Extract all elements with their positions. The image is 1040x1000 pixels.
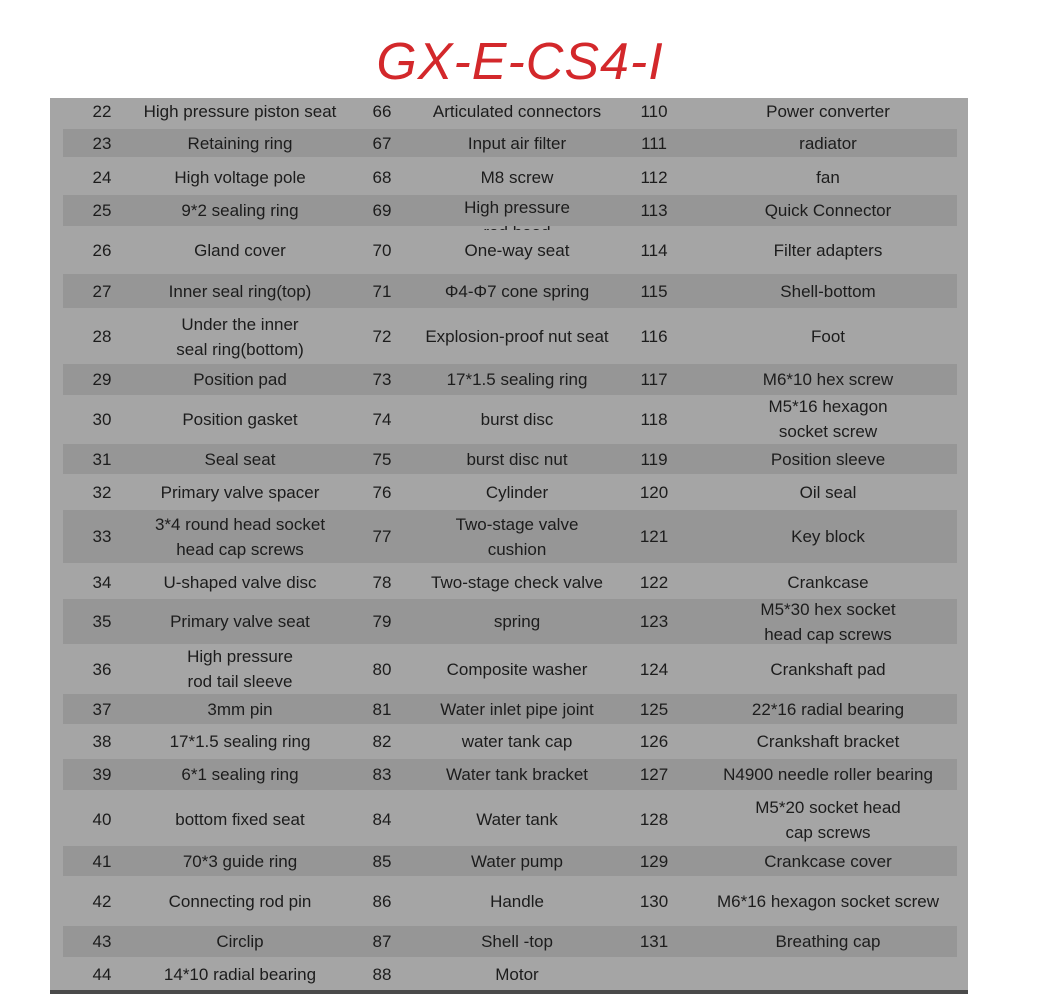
part-number-cell: 115 xyxy=(640,281,668,301)
part-name-cell: Cylinder xyxy=(485,483,549,502)
part-name-cell: M6*10 hex screw xyxy=(762,370,894,389)
table-row xyxy=(63,98,957,124)
part-number-cell: 23 xyxy=(92,133,112,153)
part-number-cell: 131 xyxy=(639,932,669,951)
part-number-cell: 113 xyxy=(640,201,668,220)
part-number-cell: 119 xyxy=(640,449,668,469)
part-name-cell: Foot xyxy=(810,327,846,346)
part-number-cell: 80 xyxy=(372,659,392,679)
part-name-cell: U-shaped valve disc xyxy=(163,573,317,592)
part-name-cell: 22*16 radial bearing xyxy=(751,699,905,719)
table-row xyxy=(63,129,957,157)
part-number-cell: 79 xyxy=(372,612,392,631)
part-number-cell: 82 xyxy=(372,731,392,751)
part-number-cell: 41 xyxy=(92,851,112,871)
part-number-cell: 72 xyxy=(372,327,392,346)
part-name-cell: N4900 needle roller bearing xyxy=(723,765,933,784)
part-number-cell: 86 xyxy=(372,892,392,911)
part-number-cell: 74 xyxy=(372,409,392,429)
part-number-cell: 111 xyxy=(641,133,667,153)
table-row xyxy=(63,310,957,363)
part-number-cell: 124 xyxy=(639,659,669,679)
part-name-cell: Shell -top xyxy=(481,932,553,951)
part-number-cell: 122 xyxy=(639,573,669,592)
part-name-cell: Position pad xyxy=(193,370,287,389)
part-name-cell: Shell-bottom xyxy=(780,281,876,301)
part-number-cell: 44 xyxy=(92,964,112,984)
part-name-cell: Oil seal xyxy=(799,483,857,502)
part-name-cell: M5*30 hex socket head cap screws xyxy=(760,599,896,644)
part-number-cell: 36 xyxy=(92,659,112,679)
part-number-cell: 39 xyxy=(92,765,112,784)
part-number-cell: 84 xyxy=(372,810,392,829)
parts-table xyxy=(50,98,968,994)
part-name-cell: Handle xyxy=(490,892,544,911)
part-number-cell: 126 xyxy=(639,731,669,751)
part-name-cell: One-way seat xyxy=(464,241,570,260)
part-number-cell: 22 xyxy=(92,101,112,121)
part-number-cell: 116 xyxy=(640,327,668,346)
part-name-cell: Inner seal ring(top) xyxy=(168,281,312,301)
table-row xyxy=(63,926,957,957)
part-name-cell xyxy=(699,960,957,988)
part-number-cell: 83 xyxy=(372,765,392,784)
part-number-cell: 71 xyxy=(372,281,392,301)
table-row xyxy=(63,727,957,755)
table-row xyxy=(63,274,957,308)
part-number-cell xyxy=(609,960,699,988)
part-name-cell: Crankcase cover xyxy=(764,851,892,871)
part-name-cell: Primary valve spacer xyxy=(160,483,320,502)
part-name-cell: M5*20 socket head cap screws xyxy=(755,797,901,842)
part-name-cell: Crankcase xyxy=(787,573,869,592)
part-number-cell: 88 xyxy=(372,964,392,984)
part-name-cell: Retaining ring xyxy=(187,133,293,153)
part-name-cell: Two-stage check valve xyxy=(431,573,603,592)
table-row xyxy=(63,880,957,923)
part-name-cell: Gland cover xyxy=(194,241,286,260)
part-name-cell: Crankshaft pad xyxy=(770,659,886,679)
part-number-cell: 78 xyxy=(372,573,392,592)
table-row xyxy=(63,793,957,846)
part-name-cell: Under the inner seal ring(bottom) xyxy=(176,314,304,359)
part-number-cell: 110 xyxy=(640,101,668,121)
part-number-cell: 35 xyxy=(92,612,112,631)
part-number-cell: 37 xyxy=(92,699,112,719)
part-number-cell: 26 xyxy=(92,241,112,260)
part-name-cell: Breathing cap xyxy=(775,932,881,951)
part-name-cell: 17*1.5 sealing ring xyxy=(169,731,311,751)
part-name-cell: High voltage pole xyxy=(174,167,306,187)
part-name-cell: spring xyxy=(493,612,541,631)
part-number-cell: 85 xyxy=(372,851,392,871)
part-name-cell: Composite washer xyxy=(446,659,588,679)
part-number-cell: 31 xyxy=(92,449,112,469)
part-name-cell: burst disc xyxy=(480,409,554,429)
part-name-cell: Water tank xyxy=(476,810,558,829)
part-number-cell: 114 xyxy=(640,241,668,260)
part-number-cell: 25 xyxy=(92,201,112,220)
part-name-cell: M6*16 hexagon socket screw xyxy=(716,892,940,911)
page-title: GX-E-CS4-I xyxy=(376,33,664,91)
part-number-cell: 121 xyxy=(639,527,669,546)
table-bottom-border xyxy=(50,990,968,994)
part-name-cell: 9*2 sealing ring xyxy=(181,201,299,220)
part-name-cell: radiator xyxy=(799,133,857,153)
part-number-cell: 68 xyxy=(372,167,392,187)
part-name-cell: Articulated connectors xyxy=(432,101,602,121)
part-name-cell: burst disc nut xyxy=(466,449,568,469)
part-number-cell: 24 xyxy=(92,167,112,187)
part-name-cell: Quick Connector xyxy=(764,201,892,220)
part-name-cell: High pressure xyxy=(464,198,570,217)
part-name-cell: Key block xyxy=(791,527,865,546)
part-name-cell: M5*16 hexagon socket screw xyxy=(768,397,888,441)
table-row xyxy=(63,846,957,876)
part-number-cell: 67 xyxy=(372,133,392,153)
part-number-cell: 40 xyxy=(92,810,112,829)
part-name-cell: Position gasket xyxy=(182,409,298,429)
part-number-cell: 112 xyxy=(640,167,668,187)
part-number-cell: 33 xyxy=(92,527,112,546)
part-name-cell: Explosion-proof nut seat xyxy=(425,327,609,346)
part-name-cell: Crankshaft bracket xyxy=(756,731,900,751)
table-row xyxy=(63,477,957,508)
part-name-cell: High pressure rod tail sleeve xyxy=(187,647,293,691)
part-number-cell: 120 xyxy=(639,483,669,502)
part-number-cell: 130 xyxy=(639,892,669,911)
table-row xyxy=(63,510,957,563)
part-name-cell: Input air filter xyxy=(467,133,567,153)
table-row xyxy=(63,444,957,474)
table-row xyxy=(63,364,957,395)
part-number-cell: 66 xyxy=(372,101,392,121)
part-name-cell: 14*10 radial bearing xyxy=(163,964,317,984)
part-number-cell: 128 xyxy=(639,810,669,829)
part-number-cell: 127 xyxy=(639,765,669,784)
part-name-cell: Water tank bracket xyxy=(445,765,589,784)
part-number-cell: 29 xyxy=(92,370,112,389)
part-name-cell: Power converter xyxy=(766,101,890,121)
part-number-cell: 118 xyxy=(640,409,668,429)
table-row xyxy=(63,398,957,440)
part-name-cell: Circlip xyxy=(216,932,264,951)
part-name-cell: Seal seat xyxy=(204,449,276,469)
part-number-cell: 43 xyxy=(92,932,112,951)
part-name-cell: 3*4 round head socket head cap screws xyxy=(154,514,326,559)
table-row xyxy=(63,960,957,988)
part-name-cell: M8 screw xyxy=(480,167,554,187)
part-number-cell: 81 xyxy=(372,699,392,719)
part-number-cell: 34 xyxy=(92,573,112,592)
part-name-cell: High pressure piston seat xyxy=(143,101,337,121)
part-name-cell: Position sleeve xyxy=(770,449,886,469)
part-number-cell: 27 xyxy=(92,281,112,301)
part-name-cell: Φ4-Φ7 cone spring xyxy=(444,281,590,301)
part-number-cell: 125 xyxy=(639,699,669,719)
part-name-cell: bottom fixed seat xyxy=(175,810,305,829)
part-number-cell: 77 xyxy=(372,527,392,546)
table-row xyxy=(63,694,957,724)
part-name-cell: Motor xyxy=(495,964,539,984)
part-number-cell: 117 xyxy=(640,370,668,389)
table-row xyxy=(63,230,957,271)
part-number-cell: 42 xyxy=(92,892,112,911)
part-number-cell: 70 xyxy=(372,241,392,260)
part-number-cell: 28 xyxy=(92,327,112,346)
part-number-cell: 87 xyxy=(372,932,392,951)
part-number-cell: 32 xyxy=(92,483,112,502)
part-number-cell: 129 xyxy=(639,851,669,871)
part-name-cell: 6*1 sealing ring xyxy=(181,765,299,784)
part-name-cell: Two-stage valve cushion xyxy=(455,514,579,559)
part-number-cell: 30 xyxy=(92,409,112,429)
part-name-cell: water tank cap xyxy=(461,731,573,751)
table-row xyxy=(63,599,957,644)
part-name-cell: 70*3 guide ring xyxy=(182,851,298,871)
part-name-cell: Filter adapters xyxy=(773,241,883,260)
part-number-cell: 73 xyxy=(372,370,392,389)
part-name-cell: Connecting rod pin xyxy=(168,892,312,911)
table-row xyxy=(63,163,957,191)
table-row xyxy=(63,646,957,692)
part-name-cell: Water pump xyxy=(471,851,563,871)
part-name-cell: 3mm pin xyxy=(207,699,273,719)
table-row xyxy=(63,567,957,598)
part-name-cell: Water inlet pipe joint xyxy=(440,699,594,719)
part-number-cell: 123 xyxy=(639,612,669,631)
part-name-cell: fan xyxy=(816,167,840,187)
part-number-cell: 76 xyxy=(372,483,392,502)
part-name-cell: Primary valve seat xyxy=(170,612,310,631)
part-name-cell: 17*1.5 sealing ring xyxy=(446,370,588,389)
table-row xyxy=(63,195,957,226)
part-number-cell: 75 xyxy=(372,449,392,469)
part-number-cell: 69 xyxy=(372,201,392,220)
table-row xyxy=(63,759,957,790)
part-number-cell: 38 xyxy=(92,731,112,751)
